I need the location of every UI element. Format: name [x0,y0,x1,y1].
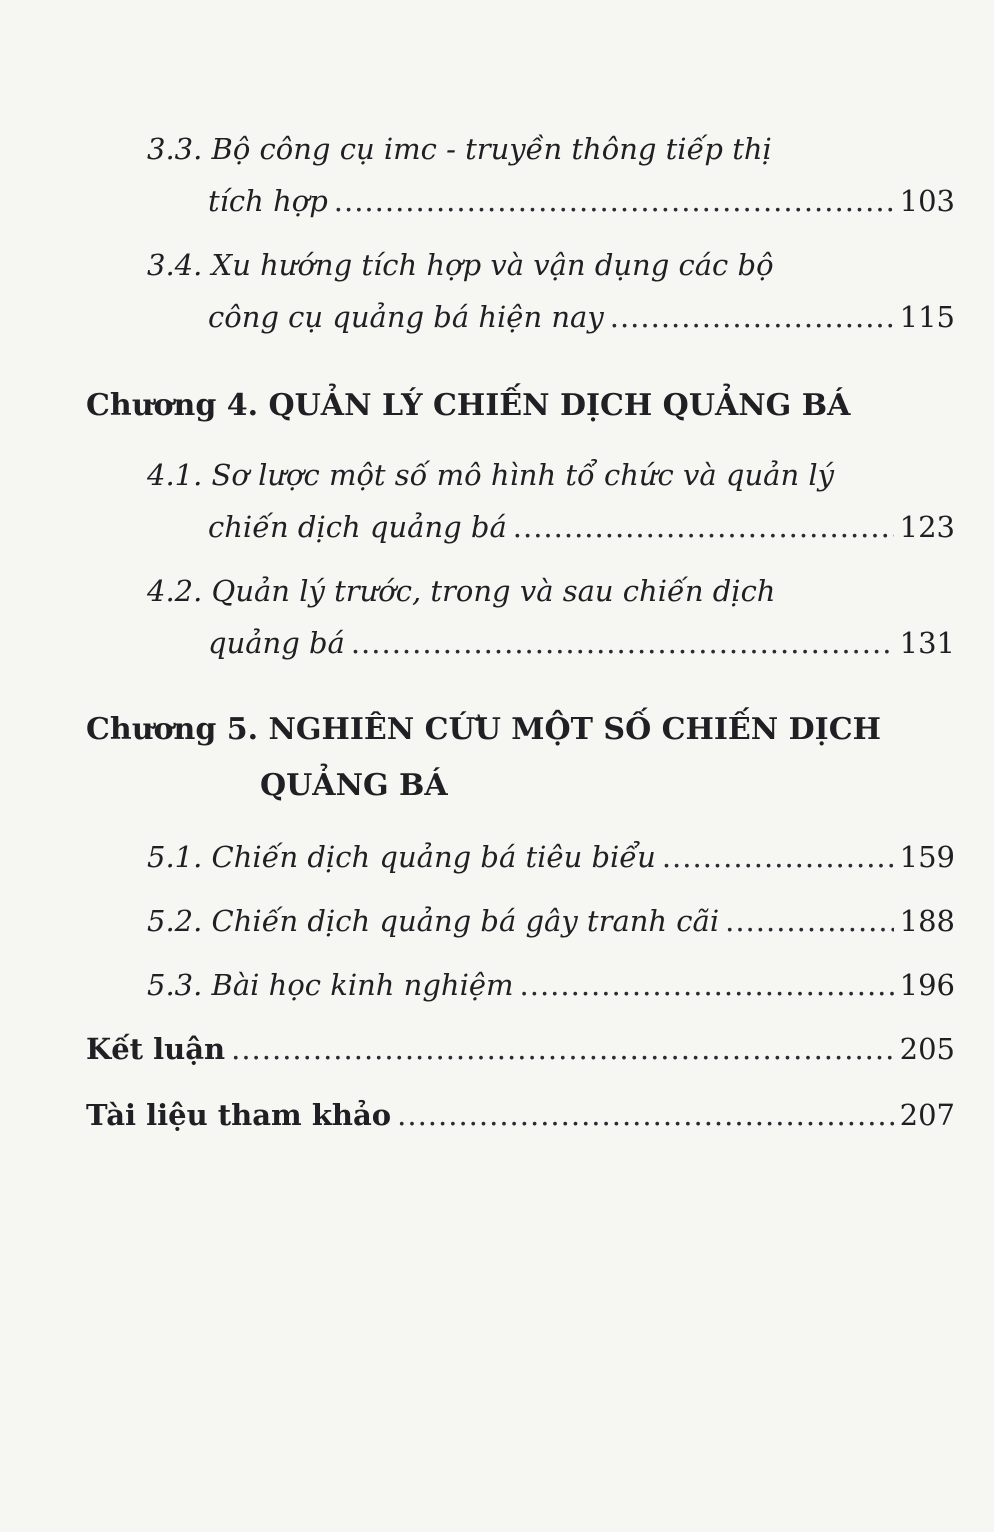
toc-entry-4-2-line1: 4.2. Quản lý trước, trong và sau chiến dịch [147,574,776,608]
toc-entry-3-3 [208,184,955,218]
dot-leader [520,968,894,1002]
toc-entry-label: 5.3. Bài học kinh nghiệm [147,968,514,1002]
page-number: 131 [899,626,955,660]
toc-entry-label: 5.1. Chiến dịch quảng bá tiêu biểu [147,840,656,874]
dot-leader [662,840,894,874]
toc-entry-3-4 [208,300,955,334]
dot-leader [351,626,894,660]
toc-entry-3-3-line1: 3.3. Bộ công cụ imc - truyền thông tiếp thị [147,132,772,166]
toc-entry-5-1 [147,840,955,874]
chapter-4-heading: Chương 4. QUẢN LÝ CHIẾN DỊCH QUẢNG BÁ [86,388,851,423]
page-number: 207 [899,1098,955,1132]
toc-entry-4-1-line1: 4.1. Sơ lược một số mô hình tổ chức và quản lý [147,458,834,492]
toc-entry-label: tích hợp [208,184,328,218]
toc-entry-label: quảng bá [208,626,345,660]
dot-leader [610,300,894,334]
page-number: 123 [899,510,955,544]
page-number: 103 [899,184,955,218]
chapter-5-heading-line2: QUẢNG BÁ [260,768,448,803]
page-number: 115 [899,300,955,334]
toc-entry-label: Tài liệu tham khảo [86,1098,392,1132]
dot-leader [725,904,894,938]
toc-entry-conclusion [86,1032,955,1066]
page-number: 159 [899,840,955,874]
page-number: 188 [899,904,955,938]
page-number: 205 [899,1032,955,1066]
dot-leader [397,1098,893,1132]
toc-entry-4-2 [208,626,955,660]
dot-leader [231,1032,894,1066]
dot-leader [334,184,894,218]
toc-entry-4-1 [208,510,955,544]
page-number: 196 [899,968,955,1002]
toc-entry-label: 5.2. Chiến dịch quảng bá gây tranh cãi [147,904,720,938]
chapter-5-heading-line1: Chương 5. NGHIÊN CỨU MỘT SỐ CHIẾN DỊCH [86,712,881,747]
toc-entry-label: chiến dịch quảng bá [208,510,507,544]
toc-entry-5-2 [147,904,955,938]
toc-entry-3-4-line1: 3.4. Xu hướng tích hợp và vận dụng các bộ [147,248,774,282]
toc-entry-label: Kết luận [86,1032,226,1066]
dot-leader [513,510,894,544]
toc-entry-references [86,1098,955,1132]
toc-entry-5-3 [147,968,955,1002]
toc-entry-label: công cụ quảng bá hiện nay [208,300,604,334]
